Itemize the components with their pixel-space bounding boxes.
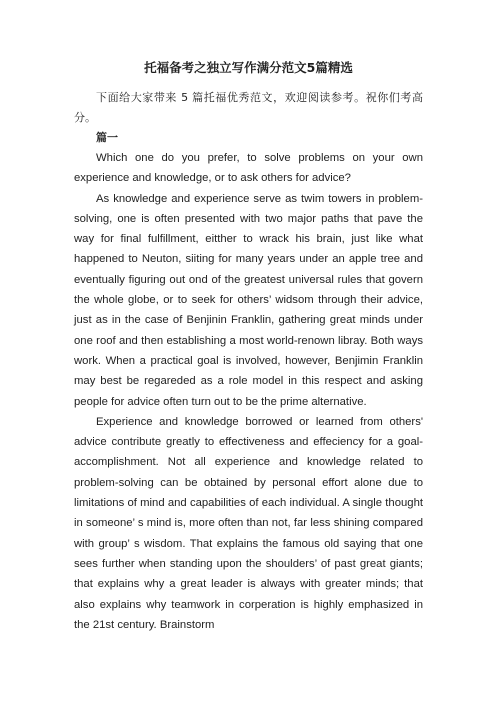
intro-paragraph: 下面给大家带来 5 篇托福优秀范文，欢迎阅读参考。祝你们考高分。 [74,91,423,124]
document-title: 托福备考之独立写作满分范文5篇精选 [144,60,353,75]
essay-paragraph-2: Experience and knowledge borrowed or learned from others' advice contribute greatly to effectiveness and effeciency for a goal-accomplishment. Not all experience and knowledge related to problem-solving can be obtained by personal effort alone due to limitations of mind and capabilities of each individual. A single thought in someone’ s mind is, more often than not, far less shining compared with group’ s wisdom. That explains the famous old saying that one sees further when standing upon the shoulders’ of past great giants; that explains why a great leader is always with greater minds; that also explains why teamwork in corperation is highly emphasized in the 21st century. Brainstorm [74,415,423,631]
section-heading: 篇一 [96,131,118,144]
essay-paragraph-1: As knowledge and experience serve as twim towers in problem-solving, one is often presented with two major paths that pave the way for final fulfillment, eitther to wrack his brain, just like what happened to Neuton, siiting for many years under an apple tree and eventually figuring out ond of the greatest universal rules that govern the whole globe, or to seek for others’ widsom through their advice, just as in the case of Benjinin Franklin, gathering great minds under one roof and then establishing a most world-renown libray. Both ways work. When a practical goal is involved, however, Benjimin Franklin may best be regareded as a role model in this respect and asking people for advice often turn out to be the prime alternative. [74,192,423,408]
essay-question: Which one do you prefer, to solve problems on your own experience and knowledge, or to ask others for advice? [74,152,423,185]
document-page [74,58,423,635]
